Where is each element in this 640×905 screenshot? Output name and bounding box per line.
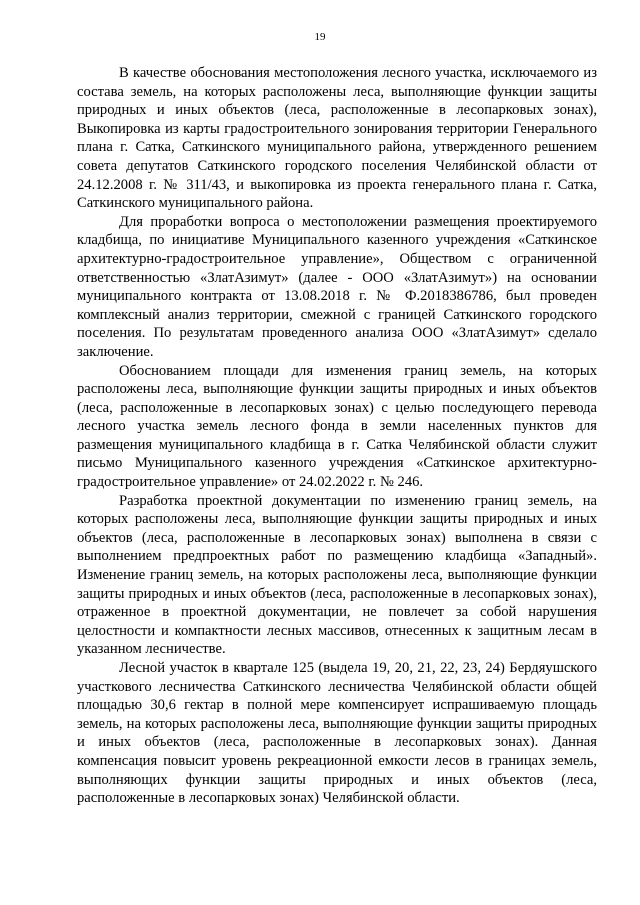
paragraph-compensation: Лесной участок в квартале 125 (выдела 19, 20, 21, 22, 23, 24) Бердяушского участкового лесничества Саткинского лесничества Челябинской области общей площадью 30,6 гектар в полной мере компенсирует испрашиваемую площадь земель, на которых расположены леса, выполняющие функции защиты природных и иных объектов (леса, расположенные в лесопарковых зонах). Данная компенсация повысит уровень рекреационной емкости лесов в границах земель, выполняющих функции защиты природных и иных объектов (леса, расположенные в лесопарковых зонах) Челябинской области.	[77, 660, 597, 807]
paragraph-project-documentation: Разработка проектной документации по изменению границ земель, на которых расположены леса, выполняющие функции защиты природных и иных объектов (леса, расположенные в лесопарковых зонах) выполнена в связи с выполнением предпроектных работ по размещению кладбища «Западный». Изменение границ земель, на которых расположены леса, выполняющие функции защиты природных и иных объектов (леса, расположенные в лесопарковых зонах), отраженное в проектной документации, не повлечет за собой нарушения целостности и компактности лесных массивов, отнесенных к защитным лесам в указанном лесничестве.	[77, 492, 597, 658]
paragraph-site-analysis: Для проработки вопроса о местоположении размещения проектируемого кладбища, по инициативе Муниципального казенного учреждения «Саткинское архитектурно-градостроительное управление», Обществом с ограниченной ответственностью «ЗлатАзимут» (далее - ООО «ЗлатАзимут») на основании муниципального контракта от 13.08.2018 г. № Ф.2018386786, был проведен комплексный анализ территории, смежной с границей Саткинского городского поселения. По результатам проведенного анализа ООО «ЗлатАзимут» сделало заключение.	[77, 213, 597, 360]
paragraph-justification-location: В качестве обоснования местоположения лесного участка, исключаемого из состава земель, на которых расположены леса, выполняющие функции защиты природных и иных объектов (леса, расположенные в лесопарковых зонах), Выкопировка из карты градостроительного зонирования территории Генерального плана г. Сатка, Саткинского муниципального района, утвержденного решением совета депутатов Саткинского городского поселения Челябинской области от 24.12.2008 г. № 311/43, и выкопировка из проекта генерального плана г. Сатка, Саткинского муниципального района.	[77, 65, 597, 212]
page-number: 19	[314, 31, 326, 43]
paragraph-area-justification: Обоснованием площади для изменения границ земель, на которых расположены леса, выполняющие функции защиты природных и иных объектов (леса, расположенные в лесопарковых зонах) с целью последующего перевода лесного участка земель лесного фонда в земли населенных пунктов для размещения муниципального кладбища в г. Сатка Челябинской области служит письмо Муниципального казенного учреждения «Саткинское архитектурно-градостроительное управление» от 24.02.2022 г. № 246.	[77, 362, 597, 491]
document-body	[77, 64, 597, 808]
